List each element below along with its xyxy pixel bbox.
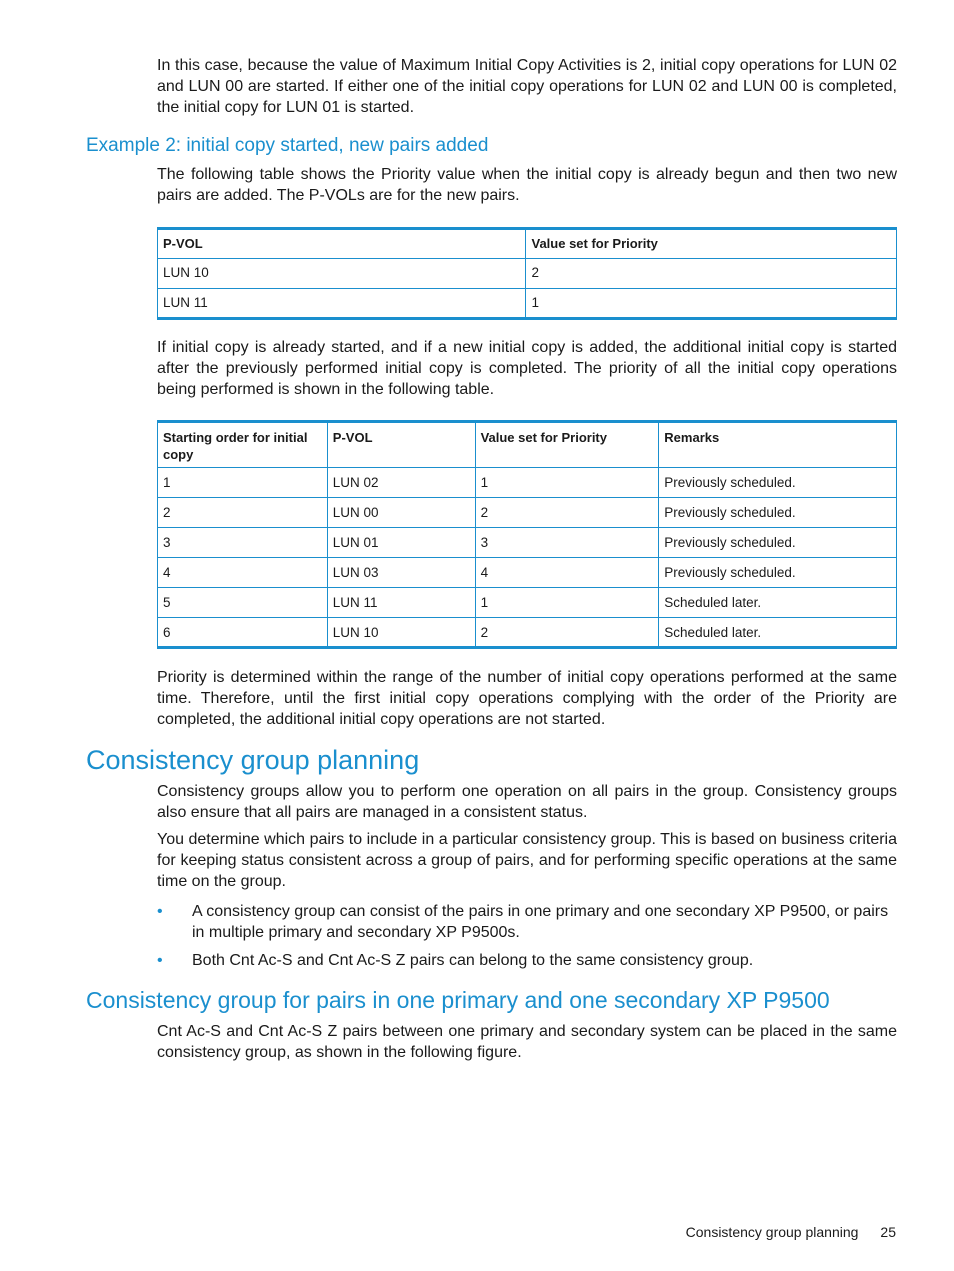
table-cell: 1	[526, 289, 897, 319]
column-header: Starting order for initial copy	[158, 422, 328, 468]
table-cell: Scheduled later.	[659, 588, 897, 618]
table-cell: 6	[158, 618, 328, 648]
column-header: Value set for Priority	[526, 229, 897, 259]
table-cell: LUN 01	[327, 528, 475, 558]
table-cell: 1	[475, 468, 659, 498]
table-header-row	[158, 422, 897, 468]
priority-table-new-pairs	[157, 227, 897, 320]
table-cell: Scheduled later.	[659, 618, 897, 648]
table-cell: Previously scheduled.	[659, 498, 897, 528]
example2-heading: Example 2: initial copy started, new pairs added	[86, 135, 489, 156]
table-row	[158, 528, 897, 558]
table-row	[158, 588, 897, 618]
table-cell: LUN 03	[327, 558, 475, 588]
table-row	[158, 289, 897, 319]
initial-copy-order-table	[157, 420, 897, 649]
example2-paragraph3: Priority is determined within the range of the number of initial copy operations performed at the same time. Therefore, until the first initial copy operations complying with the order of the Priority are completed, the additional initial copy operations are not started.	[157, 669, 897, 728]
column-header: P-VOL	[327, 422, 475, 468]
bullet-icon: •	[157, 952, 163, 969]
cg-one-primary-paragraph: Cnt Ac-S and Cnt Ac-S Z pairs between one primary and secondary system can be placed in the same consistency group, as shown in the following figure.	[157, 1023, 897, 1061]
example2-paragraph: The following table shows the Priority value when the initial copy is already begun and then two new pairs are added. The P-VOLs are for the new pairs.	[157, 166, 897, 204]
table-cell: 4	[475, 558, 659, 588]
table-cell: LUN 11	[158, 289, 526, 319]
table-row	[158, 618, 897, 648]
cg-planning-paragraph2: You determine which pairs to include in a particular consistency group. This is based on business criteria for keeping status consistent across a group of pairs, and for performing specific operations at the same time on the group.	[157, 831, 897, 890]
list-item-text: Both Cnt Ac-S and Cnt Ac-S Z pairs can belong to the same consistency group.	[192, 952, 754, 969]
table-row	[158, 558, 897, 588]
table-cell: Previously scheduled.	[659, 528, 897, 558]
table-cell: 1	[158, 468, 328, 498]
table-cell: 3	[158, 528, 328, 558]
table-cell: 2	[475, 618, 659, 648]
column-header: Remarks	[659, 422, 897, 468]
table-cell: 1	[475, 588, 659, 618]
list-item-text: A consistency group can consist of the pairs in one primary and one secondary XP P9500, or pairs in multiple primary and secondary XP P9500s.	[192, 903, 889, 941]
table-cell: LUN 10	[158, 259, 526, 289]
table-cell: 5	[158, 588, 328, 618]
table-row	[158, 468, 897, 498]
table-cell: LUN 00	[327, 498, 475, 528]
footer-section-title: Consistency group planning	[685, 1224, 859, 1240]
column-header: P-VOL	[158, 229, 526, 259]
column-header: Value set for Priority	[475, 422, 659, 468]
bullet-icon: •	[157, 903, 163, 920]
table-cell: LUN 11	[327, 588, 475, 618]
table-cell: Previously scheduled.	[659, 558, 897, 588]
table-cell: 4	[158, 558, 328, 588]
page-number: 25	[880, 1224, 896, 1240]
table-header-row	[158, 229, 897, 259]
cg-planning-heading: Consistency group planning	[86, 745, 420, 775]
table-cell: Previously scheduled.	[659, 468, 897, 498]
intro-paragraph: In this case, because the value of Maximum Initial Copy Activities is 2, initial copy operations for LUN 02 and LUN 00 are started. If either one of the initial copy operations for LUN 02 and LUN 00 is completed, the initial copy for LUN 01 is started.	[157, 57, 897, 116]
table-cell: 3	[475, 528, 659, 558]
table-row	[158, 498, 897, 528]
table-cell: 2	[526, 259, 897, 289]
table-cell: 2	[158, 498, 328, 528]
table-cell: LUN 02	[327, 468, 475, 498]
cg-one-primary-heading: Consistency group for pairs in one primary and one secondary XP P9500	[86, 987, 830, 1013]
table-cell: LUN 10	[327, 618, 475, 648]
page-footer	[686, 1222, 896, 1242]
cg-planning-paragraph1: Consistency groups allow you to perform one operation on all pairs in the group. Consistency groups also ensure that all pairs are managed in a consistent status.	[157, 783, 897, 821]
table-cell: 2	[475, 498, 659, 528]
example2-paragraph2: If initial copy is already started, and if a new initial copy is added, the additional initial copy is started after the previously performed initial copy is completed. The priority of all the initial copy operations being performed is shown in the following table.	[157, 339, 897, 398]
table-row	[158, 259, 897, 289]
